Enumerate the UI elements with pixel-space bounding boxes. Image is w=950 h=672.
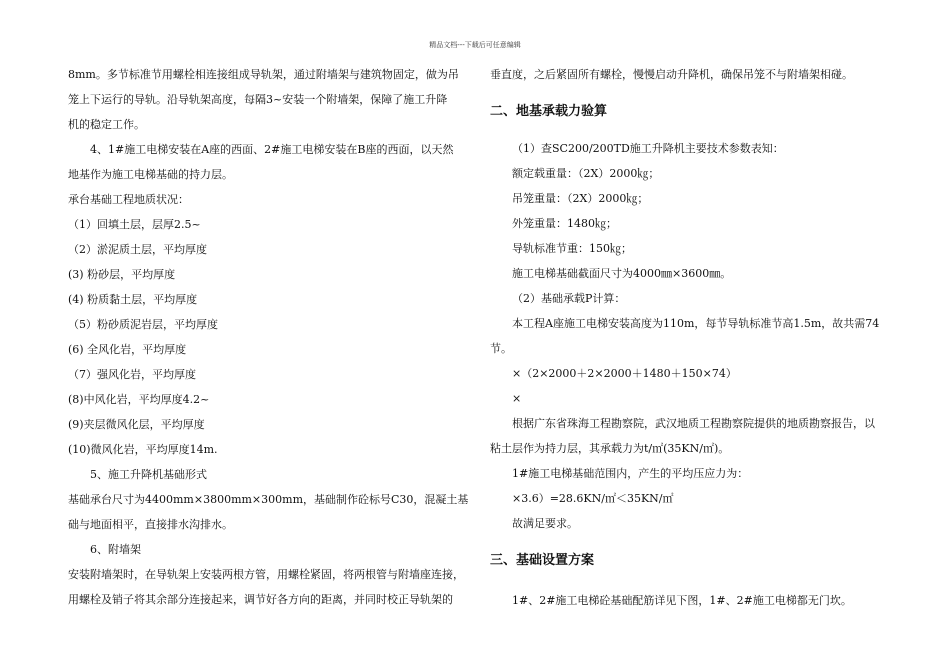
paragraph-line: (6) 全风化岩，平均厚度 — [68, 343, 187, 356]
paragraph-line: （5）粉砂质泥岩层，平均厚度 — [68, 318, 218, 331]
paragraph-line: 1#施工电梯基础范围内，产生的平均压应力为： — [512, 467, 749, 480]
paragraph-line: (4) 粉质黏土层，平均厚度 — [68, 293, 198, 306]
paragraph-line: 机的稳定工作。 — [68, 118, 145, 131]
paragraph-line: 1#、2#施工电梯砼基础配筋详见下图，1#、2#施工电梯都无门坎。 — [512, 594, 852, 607]
paragraph-line: 用螺栓及销子将其余部分连接起来，调节好各方向的距离，并同时校正导轨架的 — [68, 593, 453, 606]
paragraph-line: × — [512, 392, 522, 405]
paragraph-line: ×3.6）=28.6KN/㎡＜35KN/㎡ — [512, 492, 674, 505]
section-2-body — [490, 136, 882, 536]
paragraph-line: 施工电梯基础截面尺寸为4000㎜×3600㎜。 — [512, 267, 732, 280]
paragraph-line: 粘土层作为持力层，其承载力为t/㎡(35KN/㎡)。 — [490, 442, 730, 455]
paragraph-line: （1）查SC200/200TD施工升降机主要技术参数表知： — [512, 142, 784, 155]
paragraph-line: 6、附墙架 — [90, 543, 141, 556]
paragraph-line: 故满足要求。 — [512, 517, 578, 530]
paragraph-line: 笼上下运行的导轨。沿导轨架高度，每隔3~安装一个附墙架，保障了施工升降 — [68, 93, 448, 106]
paragraph-line: (9)夹层微风化层，平均厚度 — [68, 418, 205, 431]
right-column — [490, 62, 882, 613]
paragraph-line: （1）回填土层，层厚2.5~ — [68, 218, 201, 231]
paragraph-line: 安装附墙架时，在导轨架上安装两根方管，用螺栓紧固，将两根管与附墙座连接， — [68, 568, 464, 581]
paragraph-line: 导轨标准节重：150㎏； — [512, 242, 632, 255]
paragraph-line: （7）强风化岩，平均厚度 — [68, 368, 196, 381]
paragraph-line: 本工程A座施工电梯安装高度为110m，每节导轨标准节高1.5m，故共需74 — [512, 317, 880, 330]
paragraph-line: 承台基础工程地质状况： — [68, 193, 189, 206]
paragraph-line: 5、施工升降机基础形式 — [90, 468, 207, 481]
paragraph-line: 地基作为施工电梯基础的持力层。 — [68, 168, 233, 181]
paragraph-line: (8)中风化岩，平均厚度4.2~ — [68, 393, 210, 406]
paragraph-line: 基础承台尺寸为4400mm×3800mm×300mm，基础制作砼标号C30，混凝土基 — [68, 493, 469, 506]
paragraph-line: 垂直度，之后紧固所有螺栓，慢慢启动升降机，确保吊笼不与附墙架相碰。 — [490, 68, 853, 81]
section-heading-2: 二、地基承载力验算 — [490, 104, 608, 119]
paragraph-line: 吊笼重量：（2X）2000㎏； — [512, 192, 649, 205]
paragraph-line: 础与地面相平，直接排水沟排水。 — [68, 518, 233, 531]
paragraph-line: (10)微风化岩，平均厚度14m. — [68, 443, 218, 456]
paragraph-line: 额定载重量：（2X）2000㎏； — [512, 167, 660, 180]
paragraph-line: 根据广东省珠海工程勘察院，武汉地质工程勘察院提供的地质勘察报告，以 — [512, 417, 875, 430]
paragraph-line: 外笼重量：1480㎏； — [512, 217, 617, 230]
paragraph-line: （2）淤泥质土层，平均厚度 — [68, 243, 207, 256]
left-column — [68, 62, 469, 612]
paragraph-line: (3) 粉砂层，平均厚度 — [68, 268, 176, 281]
paragraph-line: 8mm。多节标准节用螺栓相连接组成导轨架，通过附墙架与建筑物固定，做为吊 — [68, 68, 459, 81]
paragraph-line: 4、1#施工电梯安装在A座的西面、2#施工电梯安装在B座的西面，以天然 — [90, 143, 454, 156]
page-header: 精品文档---下载后可任意编辑 — [429, 41, 521, 49]
paragraph-line: （2）基础承载P计算： — [512, 292, 626, 305]
paragraph-line: ×（2×2000＋2×2000＋1480＋150×74） — [512, 367, 737, 380]
section-heading-3: 三、基础设置方案 — [490, 553, 595, 568]
paragraph-line: 节。 — [490, 342, 512, 355]
